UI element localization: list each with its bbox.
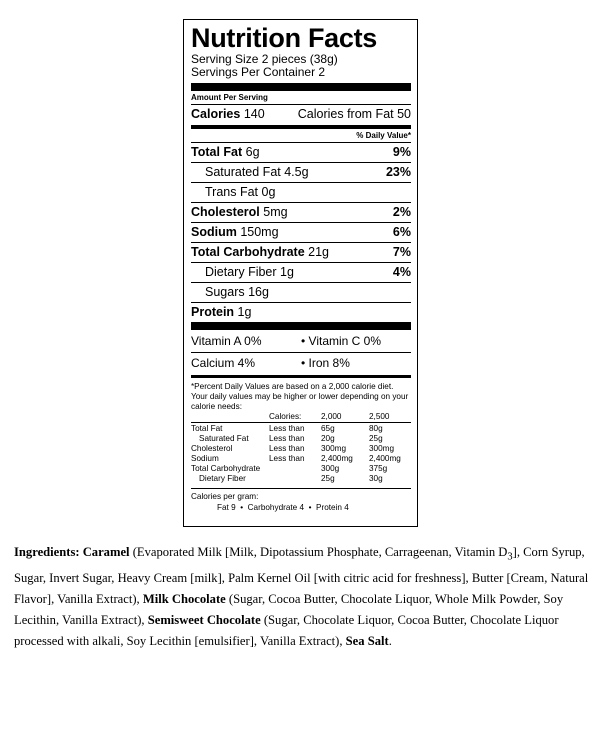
nutrient-amount: 6g xyxy=(245,145,260,159)
dv-cell: 300mg xyxy=(321,444,347,453)
dv-cell: 25g xyxy=(369,434,383,443)
nutrient-row xyxy=(191,143,411,162)
dv-cell xyxy=(269,474,321,484)
nutrient-row xyxy=(191,223,411,242)
vitamin-left: Calcium 4% xyxy=(191,356,256,370)
dv-cell: 20g xyxy=(321,434,335,443)
ingredients-heading: Ingredients: xyxy=(14,545,80,559)
nutrient-row xyxy=(191,203,411,222)
nutrition-facts-label xyxy=(183,19,418,527)
nutrient-row xyxy=(191,163,411,182)
nutrient-row xyxy=(191,243,411,262)
dv-cell: 2,400mg xyxy=(321,454,353,463)
nutrient-name: Sugars xyxy=(205,285,245,299)
dv-table-row xyxy=(191,454,411,464)
dv-table-row xyxy=(191,444,411,454)
nutrient-amount: 16g xyxy=(248,285,269,299)
ingredients-end: . xyxy=(388,633,392,648)
vitamin-d-subscript: 3 xyxy=(507,551,513,563)
daily-value-table xyxy=(191,412,411,484)
dv-cell: Cholesterol xyxy=(191,444,233,453)
nutrient-name: Sodium xyxy=(191,225,237,239)
vitamin-right: • Iron 8% xyxy=(301,356,350,370)
dv-table-row xyxy=(191,434,411,444)
nutrient-amount: 21g xyxy=(308,245,330,259)
dv-cell: 65g xyxy=(321,424,335,433)
nutrient-name: Dietary Fiber xyxy=(205,265,277,279)
nutrient-amount: 150mg xyxy=(240,225,279,239)
dv-cell xyxy=(269,464,321,474)
dv-cell: Sodium xyxy=(191,454,219,463)
dv-cell: 375g xyxy=(369,464,388,473)
nutrient-amount: 0g xyxy=(261,185,276,199)
semisweet-chocolate-components: (Sugar, Chocolate Liquor, Cocoa Butter, Chocolate Liquor processed with alkali, Soy Lecithin [emulsifier], Vanilla Extract), xyxy=(14,612,559,648)
caramel-components-end: ], Corn Syrup, Sugar, Invert Sugar, Heavy Cream [milk], Palm Kernel Oil [with citric acid for freshness], Butter [Cream, Natural Flavor], Vanilla Extract), xyxy=(14,545,589,606)
calories-per-gram: Calories per gram: xyxy=(191,492,259,501)
vitamin-row xyxy=(191,353,411,374)
dv-cell: Less than xyxy=(269,444,305,453)
dv-cell xyxy=(191,412,269,423)
vitamin-left: Vitamin A 0% xyxy=(191,334,262,348)
amount-per-serving: Amount Per Serving xyxy=(191,93,268,102)
calories-row xyxy=(191,105,411,124)
footnote: *Percent Daily Values are based on a 2,000 calorie diet. Your daily values may be higher or lower depending on your calorie needs: xyxy=(191,382,409,411)
dv-cell: Dietary Fiber xyxy=(199,474,246,483)
nutrient-row xyxy=(191,183,411,202)
dv-cell: Calories: xyxy=(269,412,302,421)
nutrient-name: Total Carbohydrate xyxy=(191,245,305,259)
dv-cell: Saturated Fat xyxy=(199,434,249,443)
ingredient-sea-salt: Sea Salt xyxy=(345,633,389,648)
dv-table-row xyxy=(191,424,411,434)
calories-per-gram-values: Fat 9 • Carbohydrate 4 • Protein 4 xyxy=(217,503,349,512)
dv-cell: 2,400mg xyxy=(369,454,401,463)
milk-chocolate-components: (Sugar, Cocoa Butter, Chocolate Liquor, Whole Milk Powder, Soy Lecithin, Vanilla Extract), xyxy=(14,591,564,627)
caramel-components: (Evaporated Milk [Milk, Dipotassium Phosphate, Carrageenan, Vitamin D xyxy=(129,545,508,559)
nutrient-amount: 4.5g xyxy=(284,165,309,179)
ingredients-text xyxy=(14,542,604,652)
nutrient-amount: 1g xyxy=(237,305,252,319)
label-title: Nutrition Facts xyxy=(191,23,378,53)
nutrient-dv: 6% xyxy=(392,225,411,239)
nutrient-dv: 2% xyxy=(392,205,411,219)
dv-cell: Less than xyxy=(269,454,305,463)
dv-table-header xyxy=(191,412,411,423)
dv-cell: 2,500 xyxy=(369,412,390,421)
nutrient-dv: 9% xyxy=(392,145,411,159)
thick-divider xyxy=(191,83,411,91)
daily-value-header: % Daily Value* xyxy=(356,131,411,140)
dv-cell: Total Carbohydrate xyxy=(191,464,261,473)
dv-cell: Total Fat xyxy=(191,424,223,433)
nutrient-name: Saturated Fat xyxy=(205,165,281,179)
calories-label: Calories xyxy=(191,107,241,121)
nutrient-name: Cholesterol xyxy=(191,205,260,219)
dv-cell: 25g xyxy=(321,474,335,483)
ingredient-caramel: Caramel xyxy=(82,545,130,559)
vitamin-right: • Vitamin C 0% xyxy=(301,334,382,348)
dv-cell: 80g xyxy=(369,424,383,433)
nutrient-row xyxy=(191,283,411,302)
dv-table-row xyxy=(191,464,411,474)
dv-cell: 300mg xyxy=(369,444,395,453)
calories-from-fat: Calories from Fat 50 xyxy=(297,107,411,121)
nutrient-amount: 5mg xyxy=(263,205,288,219)
nutrient-row xyxy=(191,303,411,322)
dv-cell: 300g xyxy=(321,464,340,473)
ingredient-semisweet-chocolate: Semisweet Chocolate xyxy=(147,612,261,627)
serving-size: Serving Size 2 pieces (38g) xyxy=(191,52,338,66)
thick-divider xyxy=(191,322,411,330)
nutrient-name: Trans Fat xyxy=(205,185,259,199)
nutrient-amount: 1g xyxy=(280,265,294,279)
vitamin-row xyxy=(191,331,411,352)
medium-divider xyxy=(191,375,411,378)
dv-table-row xyxy=(191,474,411,484)
nutrient-row xyxy=(191,263,411,282)
nutrient-name: Total Fat xyxy=(191,145,243,159)
dv-cell: 2,000 xyxy=(321,412,342,421)
nutrient-name: Protein xyxy=(191,305,235,319)
nutrient-dv: 7% xyxy=(392,245,411,259)
servings-per-container: Servings Per Container 2 xyxy=(191,65,326,79)
calories-value: 140 xyxy=(243,107,265,121)
nutrient-dv: 23% xyxy=(385,165,411,179)
ingredient-milk-chocolate: Milk Chocolate xyxy=(142,591,226,606)
dv-cell: Less than xyxy=(269,424,305,433)
nutrient-dv: 4% xyxy=(392,265,411,279)
dv-cell: Less than xyxy=(269,434,305,443)
dv-cell: 30g xyxy=(369,474,383,483)
